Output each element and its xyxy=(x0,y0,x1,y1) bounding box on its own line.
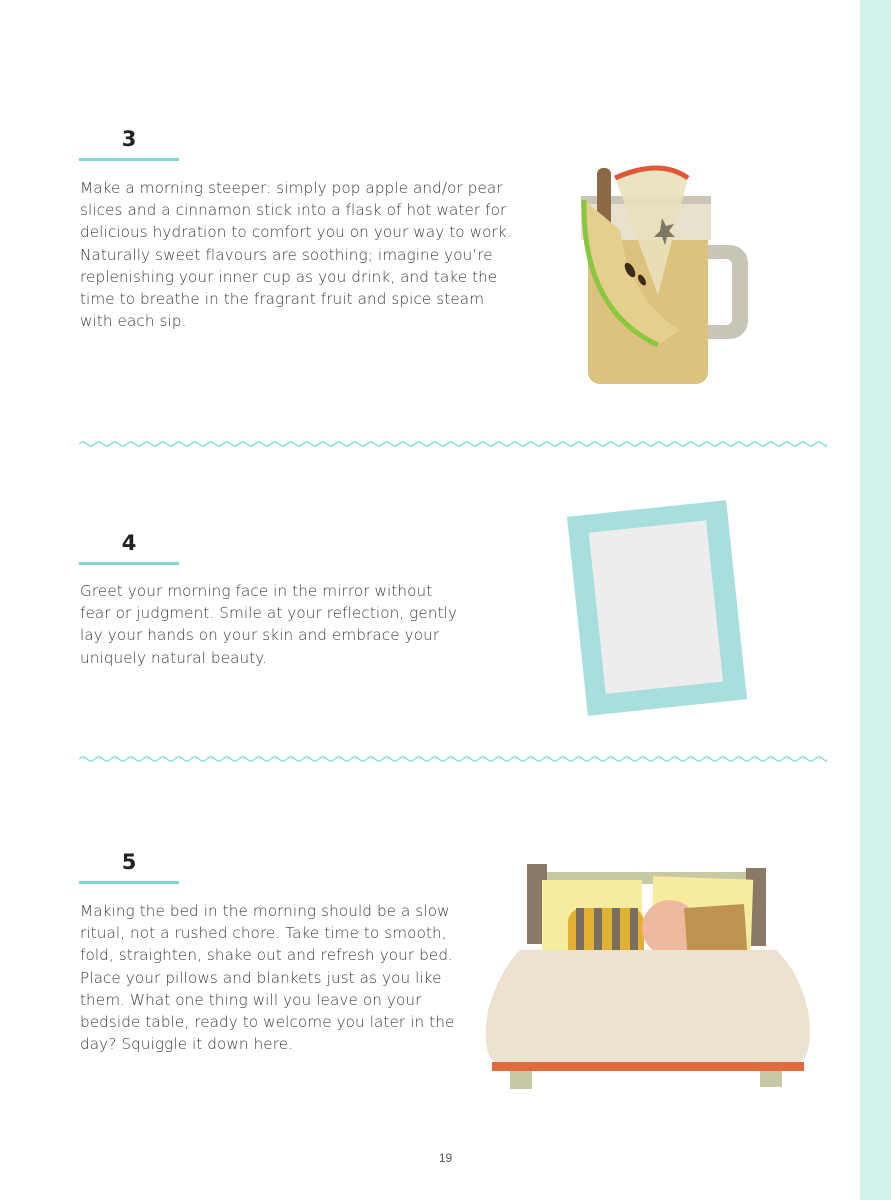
bed-leg-left xyxy=(510,1071,532,1089)
section-text-5: Making the bed in the morning should be a slow ritual, not a rushed chore. Take time to smooth, fold, straighten, shake out and refresh your bed. Place your pillows and blankets just as you like them. What one thing will you leave on your bedside table, ready to welcome you later in the day? Squiggle it down here. xyxy=(80,902,455,1054)
section-number-3: 3 xyxy=(121,127,137,151)
duvet xyxy=(486,950,810,1065)
page-number: 19 xyxy=(438,1151,453,1165)
wavy-divider xyxy=(79,754,827,764)
apple-cinnamon-mug-illustration xyxy=(570,160,760,395)
section-rule-5 xyxy=(79,881,179,884)
section-rule-3 xyxy=(79,158,179,161)
section-number-5: 5 xyxy=(121,850,137,874)
mirror-glass xyxy=(589,520,723,693)
section-number-4: 4 xyxy=(121,531,137,555)
mirror-illustration xyxy=(560,492,755,724)
section-text-4: Greet your morning face in the mirror without fear or judgment. Smile at your reflection, gently lay your hands on your skin and embrace your uniquely natural beauty. xyxy=(80,582,458,667)
bed-illustration xyxy=(480,860,815,1095)
side-color-bar xyxy=(860,0,891,1200)
section-rule-4 xyxy=(79,562,179,565)
wavy-divider xyxy=(79,439,827,449)
bed-frame xyxy=(492,1062,804,1071)
section-text-3: Make a morning steeper: simply pop apple and/or pear slices and a cinnamon stick into a flask of hot water for delicious hydration to comfort you on your way to work. Naturally sweet flavours are soothing; imagine you’re replenishing your inner cup as you drink, and take the time to breathe in the fragrant fruit and spice steam with each sip. xyxy=(80,179,512,331)
bed-leg-right xyxy=(760,1071,782,1087)
